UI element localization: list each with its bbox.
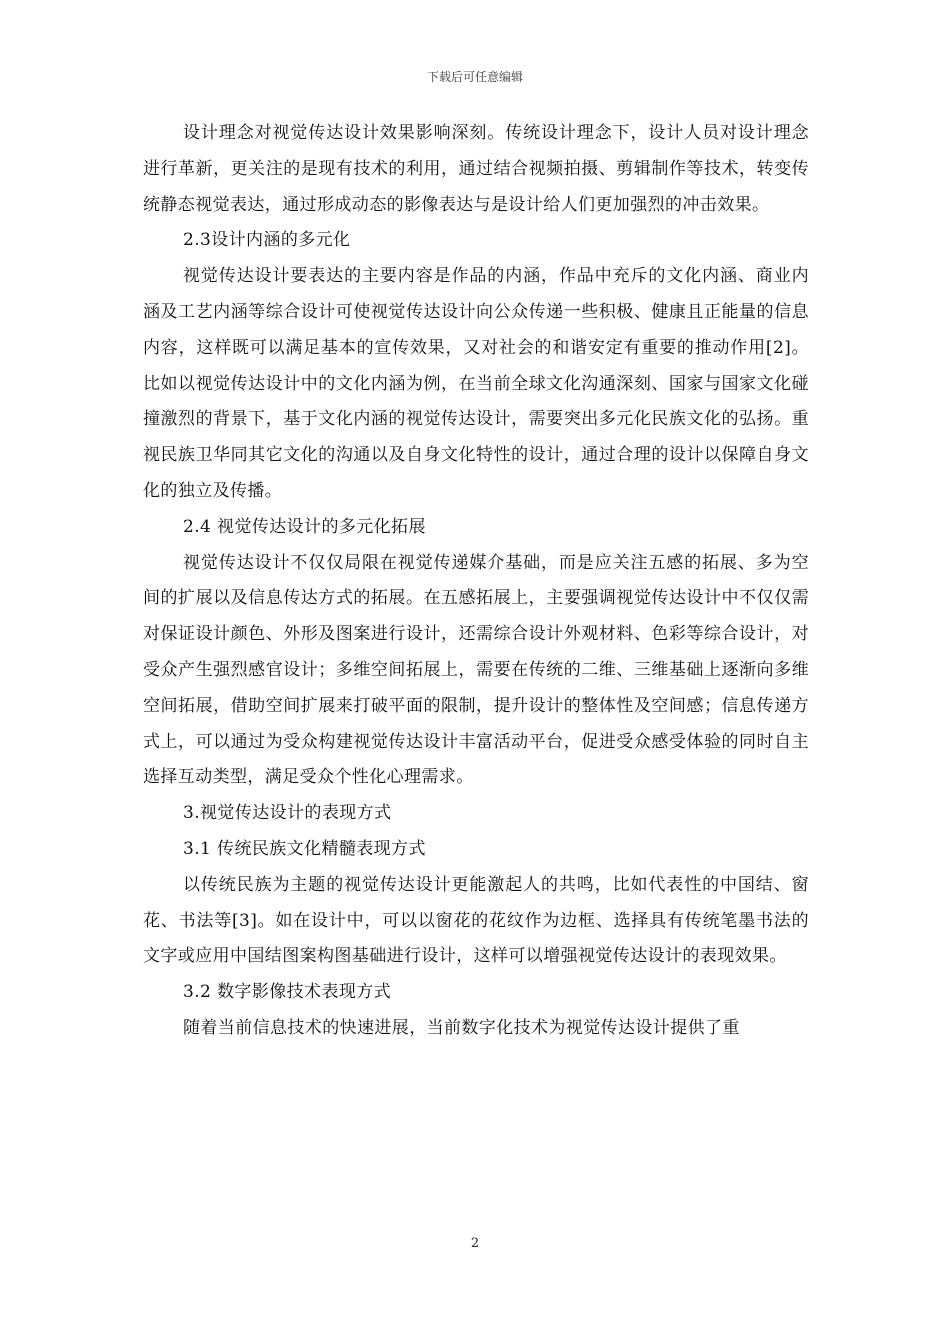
heading-2-3: 2.3设计内涵的多元化	[183, 230, 351, 251]
heading-2-4: 2.4 视觉传达设计的多元化拓展	[183, 516, 426, 537]
paragraph-diversified-expansion: 视觉传达设计不仅仅局限在视觉传递媒介基础，而是应关注五感的拓展、多为空间的扩展以及信息传达方式的拓展。在五感拓展上，主要强调视觉传达设计中不仅仅需对保证设计颜色、外形及图案进行设计，还需综合设计外观材料、色彩等综合设计，对受众产生强烈感官设计；多维空间拓展上，需要在传统的二维、三维基础上逐渐向多维空间拓展，借助空间扩展来打破平面的限制，提升设计的整体性及空间感；信息传递方式上，可以通过为受众构建视觉传达设计丰富活动平台，促进受众感受体验的同时自主选择互动类型，满足受众个性化心理需求。	[143, 552, 809, 788]
heading-3-1: 3.1 传统民族文化精髓表现方式	[183, 838, 426, 859]
document-body	[143, 116, 809, 1047]
heading-3: 3.视觉传达设计的表现方式	[183, 803, 392, 824]
page-header-note: 下载后可任意编辑	[426, 70, 523, 84]
paragraph-design-connotation: 视觉传达设计要表达的主要内容是作品的内涵，作品中充斥的文化内涵、商业内涵及工艺内涵等综合设计可使视觉传达设计向公众传递一些积极、健康且正能量的信息内容，这样既可以满足基本的宣传效果，又对社会的和谐安定有重要的推动作用[2]。比如以视觉传达设计中的文化内涵为例，在当前全球文化沟通深刻、国家与国家文化碰撞激烈的背景下，基于文化内涵的视觉传达设计，需要突出多元化民族文化的弘扬。重视民族卫华同其它文化的沟通以及自身文化特性的设计，通过合理的设计以保障自身文化的独立及传播。	[143, 266, 809, 501]
paragraph-design-concept: 设计理念对视觉传达设计效果影响深刻。传统设计理念下，设计人员对设计理念进行革新，更关注的是现有技术的利用，通过结合视频拍摄、剪辑制作等技术，转变传统静态视觉表达，通过形成动态的影像表达与是设计给人们更加强烈的冲击效果。	[143, 123, 809, 215]
heading-3-2: 3.2 数字影像技术表现方式	[183, 982, 392, 1003]
page-number: 2	[470, 1236, 480, 1251]
paragraph-digital-imaging: 随着当前信息技术的快速进展，当前数字化技术为视觉传达设计提供了重	[183, 1017, 740, 1038]
paragraph-traditional-culture: 以传统民族为主题的视觉传达设计更能激起人的共鸣，比如代表性的中国结、窗花、书法等[3]。如在设计中，可以以窗花的花纹作为边框、选择具有传统笔墨书法的文字或应用中国结图案构图基础进行设计，这样可以增强视觉传达设计的表现效果。	[143, 874, 809, 967]
